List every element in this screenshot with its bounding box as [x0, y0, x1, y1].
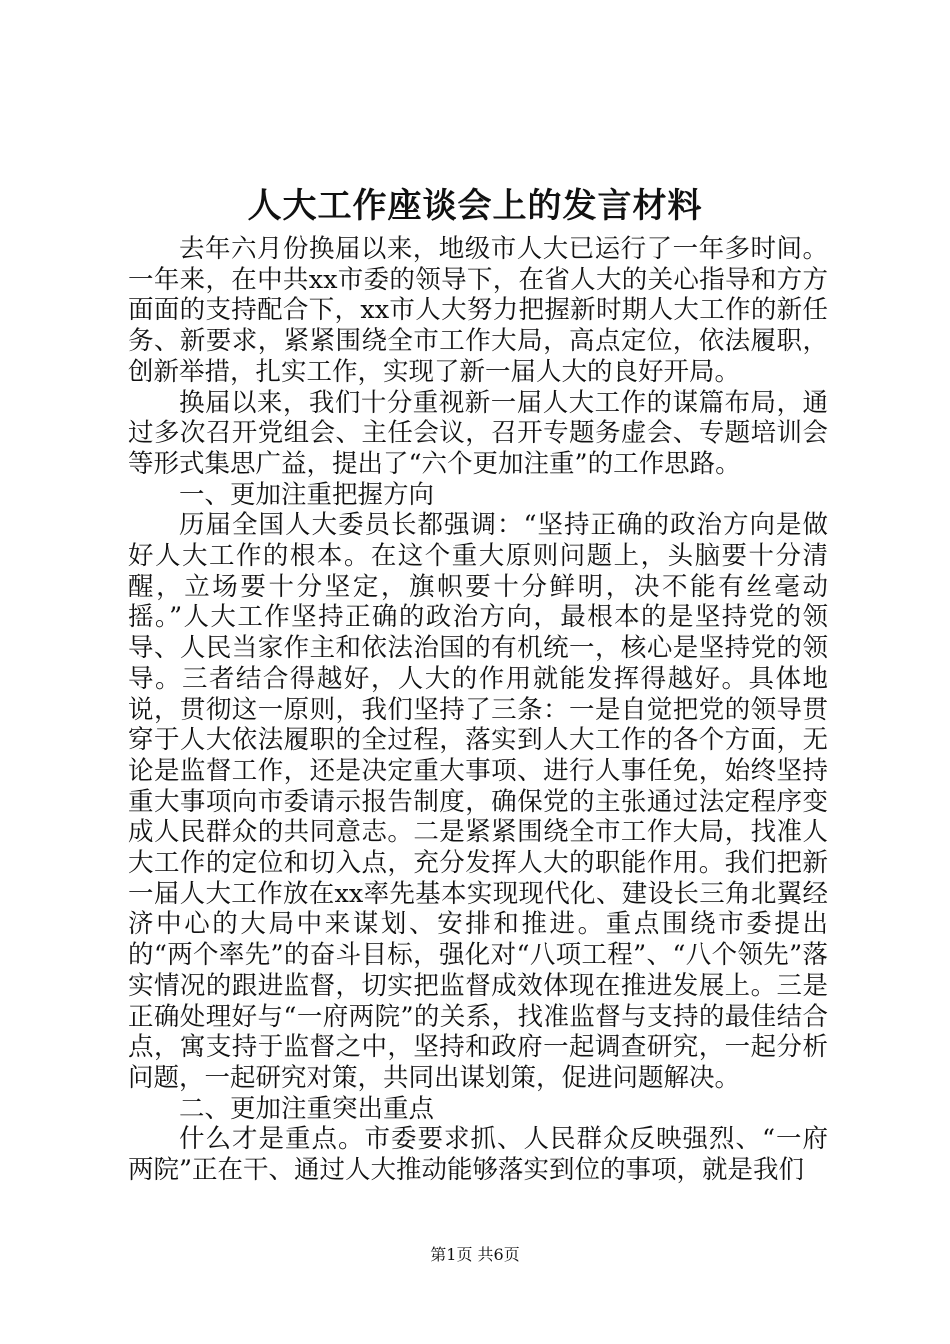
document-title: 人大工作座谈会上的发言材料 — [247, 186, 703, 226]
paragraph: 换届以来，我们十分重视新一届人大工作的谋篇布局，通过多次召开党组会、主任会议，召开专题务虚会、专题培训会等形式集思广益，提出了“六个更加注重”的工作思路。 — [128, 387, 828, 479]
section-heading: 一、更加注重把握方向 — [179, 479, 435, 510]
document-body — [128, 234, 828, 1186]
section-heading: 二、更加注重突出重点 — [179, 1093, 435, 1124]
paragraph: 历届全国人大委员长都强调：“坚持正确的政治方向是做好人大工作的根本。在这个重大原则问题上，头脑要十分清醒，立场要十分坚定，旗帜要十分鲜明，决不能有丝毫动摇。”人大工作坚持正确的政治方向，最根本的是坚持党的领导、人民当家作主和依法治国的有机统一，核心是坚持党的领导。三者结合得越好，人大的作用就能发挥得越好。具体地说，贯彻这一原则，我们坚持了三条：一是自觉把党的领导贯穿于人大依法履职的全过程，落实到人大工作的各个方面，无论是监督工作，还是决定重大事项、进行人事任免，始终坚持重大事项向市委请示报告制度，确保党的主张通过法定程序变成人民群众的共同意志。二是紧紧围绕全市工作大局，找准人大工作的定位和切入点，充分发挥人大的职能作用。我们把新一届人大工作放在xx率先基本实现现代化、建设长三角北翼经济中心的大局中来谋划、安排和推进。重点围绕市委提出的“两个率先”的奋斗目标，强化对“八项工程”、“八个领先”落实情况的跟进监督，切实把监督成效体现在推进发展上。三是正确处理好与“一府两院”的关系，找准监督与支持的最佳结合点，寓支持于监督之中，坚持和政府一起调查研究，一起分析问题，一起研究对策，共同出谋划策，促进问题解决。 — [128, 510, 828, 1093]
page-footer: 第1页 共6页 — [430, 1245, 520, 1264]
paragraph: 什么才是重点。市委要求抓、人民群众反映强烈、“一府两院”正在干、通过人大推动能够落实到位的事项，就是我们 — [128, 1124, 828, 1186]
paragraph: 去年六月份换届以来，地级市人大已运行了一年多时间。一年来，在中共xx市委的领导下，在省人大的关心指导和方方面面的支持配合下，xx市人大努力把握新时期人大工作的新任务、新要求，紧紧围绕全市工作大局，高点定位，依法履职，创新举措，扎实工作，实现了新一届人大的良好开局。 — [128, 234, 828, 387]
